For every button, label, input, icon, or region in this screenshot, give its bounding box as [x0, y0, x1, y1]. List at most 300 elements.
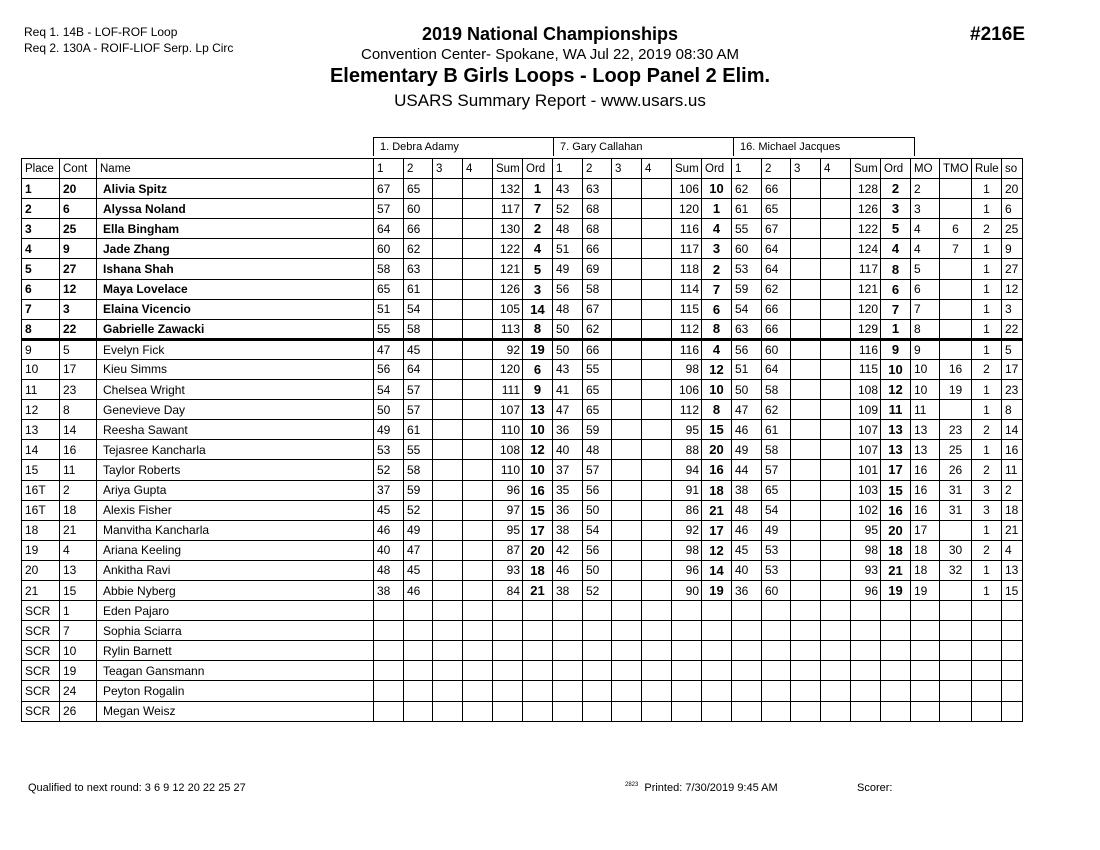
score-cell — [553, 661, 583, 681]
mo-cell: 8 — [911, 319, 940, 339]
score-cell — [791, 339, 821, 359]
score-cell: 43 — [553, 179, 583, 199]
ordinal-cell — [523, 681, 553, 701]
so-cell: 15 — [1002, 580, 1023, 600]
score-cell — [553, 601, 583, 621]
ordinal-cell — [523, 701, 553, 721]
sum-cell — [493, 601, 523, 621]
ordinal-cell: 4 — [881, 239, 911, 259]
score-cell — [463, 601, 493, 621]
score-cell: 64 — [404, 359, 433, 379]
so-cell: 17 — [1002, 359, 1023, 379]
score-cell — [612, 500, 642, 520]
score-cell — [762, 681, 791, 701]
ordinal-cell: 13 — [881, 420, 911, 440]
col-j3-s4: 4 — [821, 159, 851, 179]
sum-cell: 107 — [851, 440, 881, 460]
score-cell — [433, 621, 463, 641]
ordinal-cell: 7 — [523, 199, 553, 219]
mo-cell: 4 — [911, 219, 940, 239]
sum-cell: 110 — [493, 420, 523, 440]
ordinal-cell: 14 — [702, 560, 732, 580]
score-cell — [642, 339, 672, 359]
ordinal-cell: 11 — [881, 400, 911, 420]
skater-name-cell: Ankitha Ravi — [97, 560, 374, 580]
score-cell: 60 — [732, 239, 762, 259]
mo-cell: 5 — [911, 259, 940, 279]
score-cell: 51 — [732, 359, 762, 379]
score-cell — [583, 641, 612, 661]
score-cell — [433, 299, 463, 319]
skater-name-cell: Eden Pajaro — [97, 601, 374, 621]
col-j3-sum: Sum — [851, 159, 881, 179]
score-cell — [642, 259, 672, 279]
score-cell — [642, 681, 672, 701]
score-cell: 67 — [762, 219, 791, 239]
rule-cell: 2 — [972, 359, 1002, 379]
score-cell — [612, 601, 642, 621]
ordinal-cell: 18 — [523, 560, 553, 580]
report-title: USARS Summary Report - www.usars.us — [394, 91, 706, 110]
ordinal-cell — [881, 641, 911, 661]
mo-cell: 7 — [911, 299, 940, 319]
sum-cell — [672, 641, 702, 661]
ordinal-cell: 10 — [702, 380, 732, 400]
qualified-list: Qualified to next round: 3 6 9 12 20 22 25 27 — [28, 782, 246, 794]
tmo-cell: 31 — [940, 500, 972, 520]
skater-name-cell: Peyton Rogalin — [97, 681, 374, 701]
ordinal-cell: 5 — [523, 259, 553, 279]
score-cell — [374, 661, 404, 681]
rule-cell: 1 — [972, 440, 1002, 460]
table-row — [22, 219, 1023, 239]
judge-3-name: 16. Michael Jacques — [733, 137, 915, 156]
place-cell: 11 — [22, 380, 60, 400]
score-cell: 36 — [732, 580, 762, 600]
mo-cell: 3 — [911, 199, 940, 219]
so-cell — [1002, 641, 1023, 661]
place-cell: SCR — [22, 601, 60, 621]
rule-cell — [972, 661, 1002, 681]
place-cell: 4 — [22, 239, 60, 259]
cont-cell: 19 — [60, 661, 97, 681]
score-cell: 68 — [583, 219, 612, 239]
ordinal-cell: 8 — [702, 400, 732, 420]
cont-cell: 3 — [60, 299, 97, 319]
score-cell — [791, 460, 821, 480]
score-cell — [642, 179, 672, 199]
so-cell: 14 — [1002, 420, 1023, 440]
score-cell — [463, 641, 493, 661]
score-cell: 59 — [404, 480, 433, 500]
score-cell — [642, 440, 672, 460]
score-cell: 60 — [404, 199, 433, 219]
sum-cell: 92 — [493, 339, 523, 359]
score-cell: 49 — [553, 259, 583, 279]
cont-cell: 27 — [60, 259, 97, 279]
table-row — [22, 299, 1023, 319]
sum-cell: 110 — [493, 460, 523, 480]
sum-cell — [851, 641, 881, 661]
sum-cell: 96 — [493, 480, 523, 500]
score-cell — [433, 219, 463, 239]
mo-cell: 9 — [911, 339, 940, 359]
col-j1-s4: 4 — [463, 159, 493, 179]
sum-cell: 116 — [672, 219, 702, 239]
sum-cell: 122 — [493, 239, 523, 259]
score-cell — [612, 339, 642, 359]
ordinal-cell: 14 — [523, 299, 553, 319]
score-cell — [463, 380, 493, 400]
place-cell: 1 — [22, 179, 60, 199]
score-cell — [791, 681, 821, 701]
ordinal-cell: 19 — [523, 339, 553, 359]
so-cell: 6 — [1002, 199, 1023, 219]
score-cell — [583, 701, 612, 721]
score-cell — [821, 580, 851, 600]
score-cell: 66 — [762, 299, 791, 319]
table-row — [22, 199, 1023, 219]
ordinal-cell — [523, 621, 553, 641]
score-cell — [553, 681, 583, 701]
so-cell — [1002, 601, 1023, 621]
ordinal-cell: 8 — [702, 319, 732, 339]
ordinal-cell: 6 — [523, 359, 553, 379]
so-cell: 2 — [1002, 480, 1023, 500]
place-cell: 18 — [22, 520, 60, 540]
ordinal-cell — [881, 621, 911, 641]
score-cell — [433, 520, 463, 540]
score-cell: 66 — [404, 219, 433, 239]
sum-cell: 118 — [672, 259, 702, 279]
so-cell: 20 — [1002, 179, 1023, 199]
sum-cell: 98 — [672, 359, 702, 379]
score-cell — [821, 319, 851, 339]
ordinal-cell: 4 — [523, 239, 553, 259]
score-cell — [463, 520, 493, 540]
score-cell: 45 — [404, 560, 433, 580]
skater-name-cell: Kieu Simms — [97, 359, 374, 379]
score-cell — [732, 661, 762, 681]
score-cell — [642, 661, 672, 681]
score-cell: 45 — [732, 540, 762, 560]
skater-name-cell: Alivia Spitz — [97, 179, 374, 199]
score-cell: 45 — [374, 500, 404, 520]
sum-cell: 95 — [493, 520, 523, 540]
so-cell — [1002, 701, 1023, 721]
ordinal-cell: 21 — [523, 580, 553, 600]
tmo-cell — [940, 400, 972, 420]
sum-cell: 128 — [851, 179, 881, 199]
score-cell — [612, 380, 642, 400]
score-cell — [463, 580, 493, 600]
score-cell: 52 — [374, 460, 404, 480]
score-cell — [791, 560, 821, 580]
table-row — [22, 560, 1023, 580]
score-cell: 56 — [732, 339, 762, 359]
tmo-cell — [940, 701, 972, 721]
score-cell — [791, 380, 821, 400]
mo-cell: 13 — [911, 420, 940, 440]
sum-cell: 115 — [851, 359, 881, 379]
table-row — [22, 420, 1023, 440]
cont-cell: 4 — [60, 540, 97, 560]
sum-cell — [851, 621, 881, 641]
cont-cell: 25 — [60, 219, 97, 239]
sum-cell: 126 — [851, 199, 881, 219]
score-cell — [612, 219, 642, 239]
ordinal-cell — [523, 601, 553, 621]
ordinal-cell: 10 — [523, 460, 553, 480]
score-cell: 53 — [762, 540, 791, 560]
sum-cell: 93 — [493, 560, 523, 580]
score-cell — [791, 400, 821, 420]
score-cell — [463, 460, 493, 480]
sum-cell: 120 — [851, 299, 881, 319]
score-cell — [433, 339, 463, 359]
ordinal-cell: 4 — [702, 339, 732, 359]
table-row — [22, 580, 1023, 600]
ordinal-cell — [881, 701, 911, 721]
score-cell: 55 — [374, 319, 404, 339]
score-cell — [732, 621, 762, 641]
place-cell: 15 — [22, 460, 60, 480]
col-j2-s2: 2 — [583, 159, 612, 179]
score-cell: 46 — [374, 520, 404, 540]
rule-cell: 1 — [972, 380, 1002, 400]
ordinal-cell: 1 — [523, 179, 553, 199]
score-cell — [821, 259, 851, 279]
col-name: Name — [97, 159, 374, 179]
score-cell — [791, 239, 821, 259]
score-cell — [732, 601, 762, 621]
sum-cell: 121 — [493, 259, 523, 279]
ordinal-cell — [702, 601, 732, 621]
cont-cell: 17 — [60, 359, 97, 379]
score-cell: 50 — [553, 339, 583, 359]
tmo-cell: 6 — [940, 219, 972, 239]
score-cell — [821, 560, 851, 580]
score-cell: 54 — [404, 299, 433, 319]
mo-cell: 13 — [911, 440, 940, 460]
score-cell — [642, 359, 672, 379]
event-number: #216E — [970, 24, 1025, 45]
score-cell — [463, 440, 493, 460]
score-cell: 41 — [553, 380, 583, 400]
mo-cell: 16 — [911, 500, 940, 520]
score-cell — [821, 299, 851, 319]
table-row — [22, 540, 1023, 560]
mo-cell: 19 — [911, 580, 940, 600]
sum-cell: 129 — [851, 319, 881, 339]
score-cell: 65 — [404, 179, 433, 199]
ordinal-cell: 21 — [881, 560, 911, 580]
sum-cell: 117 — [851, 259, 881, 279]
score-cell — [433, 661, 463, 681]
mo-cell — [911, 681, 940, 701]
cont-cell: 5 — [60, 339, 97, 359]
requirement-1: Req 1. 14B - LOF-ROF Loop — [24, 25, 178, 39]
so-cell — [1002, 661, 1023, 681]
table-row — [22, 259, 1023, 279]
col-j3-s1: 1 — [732, 159, 762, 179]
table-row — [22, 621, 1023, 641]
score-cell — [612, 259, 642, 279]
place-cell: 6 — [22, 279, 60, 299]
ordinal-cell: 9 — [881, 339, 911, 359]
score-cell: 48 — [374, 560, 404, 580]
score-cell: 61 — [404, 279, 433, 299]
score-cell: 38 — [553, 520, 583, 540]
score-cell: 38 — [553, 580, 583, 600]
cont-cell: 13 — [60, 560, 97, 580]
score-cell: 49 — [374, 420, 404, 440]
score-cell — [433, 319, 463, 339]
tmo-cell — [940, 299, 972, 319]
score-cell: 59 — [583, 420, 612, 440]
score-cell: 36 — [553, 500, 583, 520]
skater-name-cell: Elaina Vicencio — [97, 299, 374, 319]
score-cell: 65 — [762, 199, 791, 219]
col-place: Place — [22, 159, 60, 179]
cont-cell: 24 — [60, 681, 97, 701]
print-info — [625, 782, 778, 794]
table-row — [22, 520, 1023, 540]
skater-name-cell: Gabrielle Zawacki — [97, 319, 374, 339]
score-cell — [404, 681, 433, 701]
ordinal-cell: 12 — [702, 359, 732, 379]
tmo-cell — [940, 580, 972, 600]
ordinal-cell: 7 — [702, 279, 732, 299]
score-cell — [762, 701, 791, 721]
so-cell: 4 — [1002, 540, 1023, 560]
rule-cell: 1 — [972, 199, 1002, 219]
score-cell — [612, 641, 642, 661]
sum-cell: 111 — [493, 380, 523, 400]
event-title: Elementary B Girls Loops - Loop Panel 2 Elim. — [329, 65, 771, 87]
sum-cell: 126 — [493, 279, 523, 299]
sum-cell — [672, 601, 702, 621]
ordinal-cell: 15 — [881, 480, 911, 500]
score-cell — [433, 460, 463, 480]
ordinal-cell — [702, 681, 732, 701]
score-cell — [732, 701, 762, 721]
sum-cell: 120 — [672, 199, 702, 219]
score-cell — [583, 681, 612, 701]
score-cell — [612, 299, 642, 319]
sum-cell — [493, 641, 523, 661]
table-row — [22, 339, 1023, 359]
tmo-cell — [940, 279, 972, 299]
ordinal-cell: 17 — [523, 520, 553, 540]
rule-cell — [972, 621, 1002, 641]
table-row — [22, 641, 1023, 661]
ordinal-cell: 2 — [523, 219, 553, 239]
cont-cell: 21 — [60, 520, 97, 540]
ordinal-cell: 15 — [702, 420, 732, 440]
tmo-cell: 25 — [940, 440, 972, 460]
score-cell — [463, 400, 493, 420]
score-cell — [612, 359, 642, 379]
ordinal-cell — [523, 641, 553, 661]
place-cell: 2 — [22, 199, 60, 219]
score-cell: 54 — [374, 380, 404, 400]
ordinal-cell: 6 — [702, 299, 732, 319]
so-cell — [1002, 681, 1023, 701]
place-cell: 5 — [22, 259, 60, 279]
sum-cell: 113 — [493, 319, 523, 339]
ordinal-cell — [881, 681, 911, 701]
sum-cell — [672, 661, 702, 681]
score-cell: 58 — [374, 259, 404, 279]
place-cell: 3 — [22, 219, 60, 239]
tmo-cell — [940, 179, 972, 199]
sum-cell: 106 — [672, 380, 702, 400]
score-cell — [791, 580, 821, 600]
score-cell: 64 — [762, 259, 791, 279]
score-cell — [762, 621, 791, 641]
rule-cell — [972, 681, 1002, 701]
mo-cell: 4 — [911, 239, 940, 259]
tmo-cell: 23 — [940, 420, 972, 440]
score-cell: 64 — [762, 239, 791, 259]
score-cell — [612, 480, 642, 500]
ordinal-cell: 18 — [881, 540, 911, 560]
score-cell — [463, 219, 493, 239]
rule-cell: 1 — [972, 259, 1002, 279]
mo-cell: 16 — [911, 460, 940, 480]
skater-name-cell: Megan Weisz — [97, 701, 374, 721]
score-cell — [433, 560, 463, 580]
score-cell — [821, 701, 851, 721]
place-cell: 12 — [22, 400, 60, 420]
score-cell: 62 — [762, 400, 791, 420]
score-cell — [791, 480, 821, 500]
col-j2-s1: 1 — [553, 159, 583, 179]
sum-cell: 97 — [493, 500, 523, 520]
score-cell — [642, 380, 672, 400]
place-cell: 7 — [22, 299, 60, 319]
ordinal-cell: 12 — [523, 440, 553, 460]
place-cell: 19 — [22, 540, 60, 560]
score-cell — [433, 359, 463, 379]
score-cell — [821, 500, 851, 520]
rule-cell: 1 — [972, 279, 1002, 299]
score-cell: 52 — [553, 199, 583, 219]
score-cell — [463, 621, 493, 641]
tmo-cell: 31 — [940, 480, 972, 500]
cont-cell: 23 — [60, 380, 97, 400]
score-cell — [791, 420, 821, 440]
score-cell: 51 — [374, 299, 404, 319]
score-cell: 35 — [553, 480, 583, 500]
score-cell: 48 — [732, 500, 762, 520]
ordinal-cell: 10 — [881, 359, 911, 379]
ordinal-cell: 16 — [523, 480, 553, 500]
sum-cell: 124 — [851, 239, 881, 259]
score-cell — [821, 520, 851, 540]
score-cell: 57 — [583, 460, 612, 480]
ordinal-cell: 8 — [881, 259, 911, 279]
rule-cell: 1 — [972, 560, 1002, 580]
score-cell — [404, 641, 433, 661]
score-cell: 58 — [762, 380, 791, 400]
skater-name-cell: Genevieve Day — [97, 400, 374, 420]
cont-cell: 6 — [60, 199, 97, 219]
sum-cell: 98 — [672, 540, 702, 560]
score-cell — [791, 319, 821, 339]
sum-cell: 91 — [672, 480, 702, 500]
